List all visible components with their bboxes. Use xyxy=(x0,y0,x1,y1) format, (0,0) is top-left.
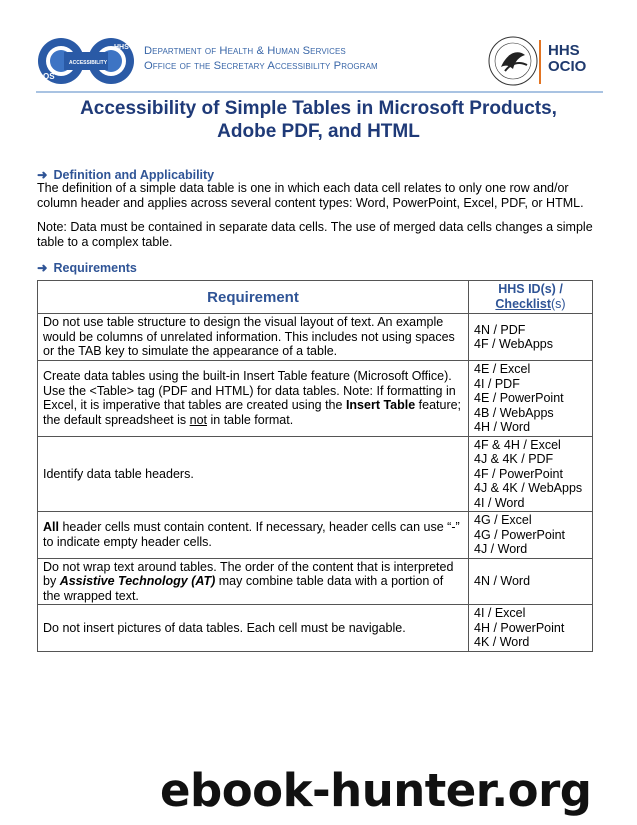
req-underline-text: not xyxy=(189,412,208,427)
id-line: 4E / PowerPoint xyxy=(474,391,564,405)
req-text: feature; xyxy=(415,398,462,413)
req-line: or the TAB key to simulate the appearance of a table. xyxy=(43,344,338,359)
requirement-cell xyxy=(38,361,469,437)
id-line: 4K / Word xyxy=(474,635,530,649)
col-header-ids-line-2 xyxy=(474,297,587,312)
definition-paragraph xyxy=(37,181,607,211)
req-line xyxy=(43,574,463,589)
req-line: Identify data table headers. xyxy=(43,466,194,481)
req-text: the default spreadsheet is xyxy=(43,412,190,427)
id-line: 4B / WebApps xyxy=(474,405,554,420)
id-line: 4I / Word xyxy=(474,495,525,510)
ids-cell xyxy=(469,605,593,652)
col-header-ids xyxy=(469,281,593,314)
requirements-heading xyxy=(37,260,137,275)
col-header-ids-line-1: HHS ID(s) / xyxy=(498,282,563,296)
page-header xyxy=(0,0,637,95)
id-line: 4H / Word xyxy=(474,420,531,434)
table-row xyxy=(38,605,593,652)
table-row xyxy=(38,558,593,605)
definition-line-1: The definition of a simple data table is one in which each data cell relates to only one row and/or xyxy=(37,181,569,195)
id-line: 4I / PDF xyxy=(474,376,520,391)
req-text: may combine table data with a portion of xyxy=(215,574,444,588)
requirement-cell xyxy=(38,558,469,605)
req-text: Excel, it is imperative that tables are created using the xyxy=(43,398,346,413)
note-line-1: Note: Data must be contained in separate data cells. The use of merged data cells changes a simple xyxy=(37,220,593,234)
watermark: ebook-hunter.org xyxy=(160,764,592,817)
note-line-2: table to a complex table. xyxy=(37,235,173,249)
ocio-divider xyxy=(539,40,541,84)
req-line xyxy=(43,413,463,428)
arrow-right-icon: ➜ xyxy=(37,261,48,275)
arrow-right-icon: ➜ xyxy=(37,168,48,182)
header-rule xyxy=(36,91,603,93)
id-line: 4N / Word xyxy=(474,574,531,588)
requirement-cell xyxy=(38,314,469,361)
ocio-line-2: OCIO xyxy=(548,58,587,75)
ocio-logo xyxy=(548,43,586,75)
definition-heading xyxy=(37,167,214,182)
id-line: 4F / WebApps xyxy=(474,337,553,351)
definition-line-2: column header and applies across several content types: Word, PowerPoint, Excel, PDF, or HTML. xyxy=(37,196,584,210)
requirement-cell xyxy=(38,512,469,559)
ids-cell xyxy=(469,436,593,512)
table-row xyxy=(38,314,593,361)
req-text: header cells must contain content. If necessary, header cells can use “-” xyxy=(58,520,460,535)
table-row xyxy=(38,512,593,559)
org-line-2: Office of the Secretary Accessibility Program xyxy=(144,60,378,72)
id-line: 4F & 4H / Excel xyxy=(474,437,561,452)
id-line: 4H / PowerPoint xyxy=(474,620,565,635)
req-line: the wrapped text. xyxy=(43,588,139,603)
hhs-accessibility-logo xyxy=(36,36,136,86)
id-line: 4I / Excel xyxy=(474,606,526,620)
id-line: 4J & 4K / WebApps xyxy=(474,481,583,495)
logo-hhs-text: HHS xyxy=(114,44,129,51)
req-text: by xyxy=(43,574,60,588)
table-header-row xyxy=(38,281,593,314)
title-line-1: Accessibility of Simple Tables in Microsoft Products, xyxy=(80,98,557,119)
ids-cell xyxy=(469,558,593,605)
req-line: Do not wrap text around tables. The order of the content that is interpreted xyxy=(43,559,454,574)
org-name xyxy=(144,44,378,74)
requirement-cell xyxy=(38,605,469,652)
id-line: 4G / Excel xyxy=(474,513,532,527)
ids-cell xyxy=(469,361,593,437)
req-line xyxy=(43,398,463,413)
requirements-heading-text: Requirements xyxy=(53,261,137,275)
org-line-1: Department of Health & Human Services xyxy=(144,45,346,57)
req-line: would be columns of unrelated information. This includes not using spaces xyxy=(43,329,455,344)
id-line: 4J & 4K / PDF xyxy=(474,452,554,466)
req-line: Do not use table structure to design the visual layout of text. An example xyxy=(43,315,444,330)
req-line: Create data tables using the built-in Insert Table feature (Microsoft Office). xyxy=(43,369,452,384)
checklist-suffix: (s) xyxy=(551,297,566,311)
id-line: 4F / PowerPoint xyxy=(474,466,563,481)
id-line: 4N / PDF xyxy=(474,322,526,337)
req-line xyxy=(43,520,463,535)
req-bold-text: Insert Table xyxy=(345,398,416,413)
id-line: 4E / Excel xyxy=(474,362,531,376)
table-row xyxy=(38,436,593,512)
checklist-link[interactable]: Checklist xyxy=(495,297,551,311)
ocio-line-1: HHS xyxy=(548,42,580,59)
note-paragraph xyxy=(37,220,607,250)
req-line: Do not insert pictures of data tables. Each cell must be navigable. xyxy=(43,620,406,635)
table-row xyxy=(38,361,593,437)
logo-os-text: OS xyxy=(43,72,55,81)
req-bold-text: All xyxy=(43,520,59,535)
title-line-2: Adobe PDF, and HTML xyxy=(217,121,420,142)
ids-cell xyxy=(469,512,593,559)
req-line: to indicate empty header cells. xyxy=(43,534,212,549)
page-title xyxy=(0,97,637,143)
req-line: Use the <Table> tag (PDF and HTML) for data tables. Note: If formatting in xyxy=(43,383,456,398)
definition-heading-text: Definition and Applicability xyxy=(53,168,215,182)
requirements-table xyxy=(37,280,593,652)
hhs-seal-icon xyxy=(487,35,539,87)
requirement-cell xyxy=(38,436,469,512)
id-line: 4G / PowerPoint xyxy=(474,527,566,542)
logo-arc-text: ACCESSIBILITY xyxy=(69,60,108,66)
req-text: in table format. xyxy=(207,412,294,427)
col-header-requirement: Requirement xyxy=(38,281,469,314)
ids-cell xyxy=(469,314,593,361)
id-line: 4J / Word xyxy=(474,542,528,556)
req-bold-italic-text: Assistive Technology (AT) xyxy=(59,574,216,588)
